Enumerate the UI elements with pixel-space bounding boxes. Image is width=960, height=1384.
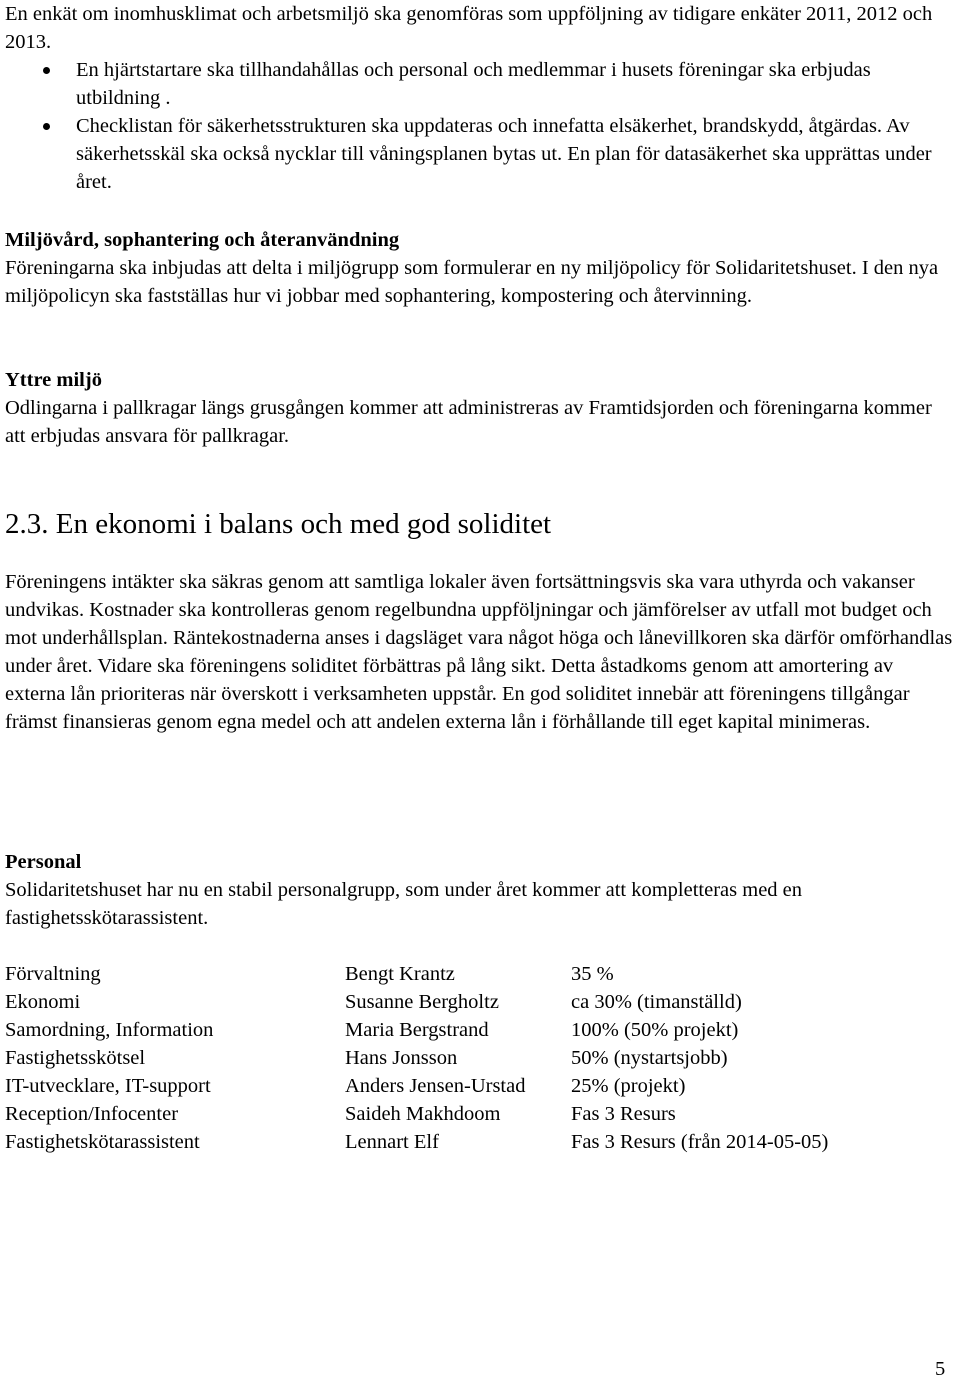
bullet-item [0,112,950,196]
chapter-heading: 2.3. En ekonomi i balans och med god soliditet [5,508,552,540]
staff-role: Samordning, Information [5,1019,214,1041]
bullet-dot-icon [43,67,50,74]
staff-table [5,960,828,1156]
staff-name: Saideh Makhdoom [345,1103,501,1125]
bullet-dot-icon [43,123,50,130]
table-row [5,1044,828,1072]
staff-role: Förvaltning [5,963,101,985]
staff-role: Fastighetsskötsel [5,1047,146,1069]
table-row [5,1100,828,1128]
page-number: 5 [935,1358,946,1380]
bullet-item [0,56,950,112]
table-row [5,988,828,1016]
staff-role: Fastighetskötarassistent [5,1131,200,1153]
table-row [5,1128,828,1156]
staff-name: Bengt Krantz [345,963,455,985]
staff-role: Reception/Infocenter [5,1103,179,1125]
section-personal [5,848,955,932]
staff-name: Anders Jensen-Urstad [345,1075,526,1097]
bullet-list [0,56,950,196]
staff-role: IT-utvecklare, IT-support [5,1075,211,1097]
staff-share: 25% (projekt) [571,1075,686,1097]
staff-share: 50% (nystartsjobb) [571,1047,728,1069]
section-paragraph: Solidaritetshuset har nu en stabil personalgrupp, som under året kommer att kompletteras med en fastighetsskötarassistent. [5,879,803,929]
staff-share: 35 % [571,963,614,985]
section-heading: Personal [5,851,82,873]
staff-share: Fas 3 Resurs [571,1103,676,1125]
section-miljovard [5,226,955,310]
staff-name: Hans Jonsson [345,1047,458,1069]
staff-share: Fas 3 Resurs (från 2014-05-05) [571,1131,829,1153]
staff-name: Lennart Elf [345,1131,439,1153]
bullet-text: Checklistan för säkerhetsstrukturen ska uppdateras och innefatta elsäkerhet, brandskydd, åtgärdas. Av säkerhetsskäl ska också nycklar till våningsplanen bytas ut. En plan för datasäkerhet ska upprättas under året. [76,115,932,193]
bullet-text: En hjärtstartare ska tillhandahållas och personal och medlemmar i husets föreningar ska erbjudas utbildning . [76,59,871,109]
staff-share: 100% (50% projekt) [571,1019,739,1041]
section-heading: Yttre miljö [5,369,102,391]
staff-name: Susanne Bergholtz [345,991,499,1013]
table-row [5,960,828,988]
staff-name: Maria Bergstrand [345,1019,489,1041]
section-heading: Miljövård, sophantering och återanvändning [5,229,400,251]
intro-paragraph: En enkät om inomhusklimat och arbetsmiljö ska genomföras som uppföljning av tidigare enkäter 2011, 2012 och 2013. [5,3,933,53]
section-yttre-miljo [5,366,955,450]
section-paragraph: Föreningarna ska inbjudas att delta i miljögrupp som formulerar en ny miljöpolicy för Solidaritetshuset. I den nya miljöpolicyn ska fastställas hur vi jobbar med sophantering, kompostering och återvinning. [5,257,939,307]
section-paragraph: Odlingarna i pallkragar längs grusgången kommer att administreras av Framtidsjorden och föreningarna kommer att erbjudas ansvara för pallkragar. [5,397,932,447]
ekonomi-paragraph: Föreningens intäkter ska säkras genom att samtliga lokaler även fortsättningsvis ska vara uthyrda och vakanser undvikas. Kostnader ska kontrolleras genom regelbundna uppföljningar och jämförelser av utfall mot budget och mot underhållsplan. Räntekostnaderna anses i dagsläget vara något höga och lånevillkoren ska därför omförhandlas under året. Vidare ska föreningens soliditet förbättras på lång sikt. Detta åstadkoms genom att amortering av externa lån prioriteras när överskott i verksamheten uppstår. En god soliditet innebär att föreningens tillgångar främst finansieras genom egna medel och att andelen externa lån i förhållande till eget kapital minimeras. [5,571,953,733]
table-row [5,1016,828,1044]
staff-share: ca 30% (timanställd) [571,991,742,1013]
staff-role: Ekonomi [5,991,81,1013]
table-row [5,1072,828,1100]
